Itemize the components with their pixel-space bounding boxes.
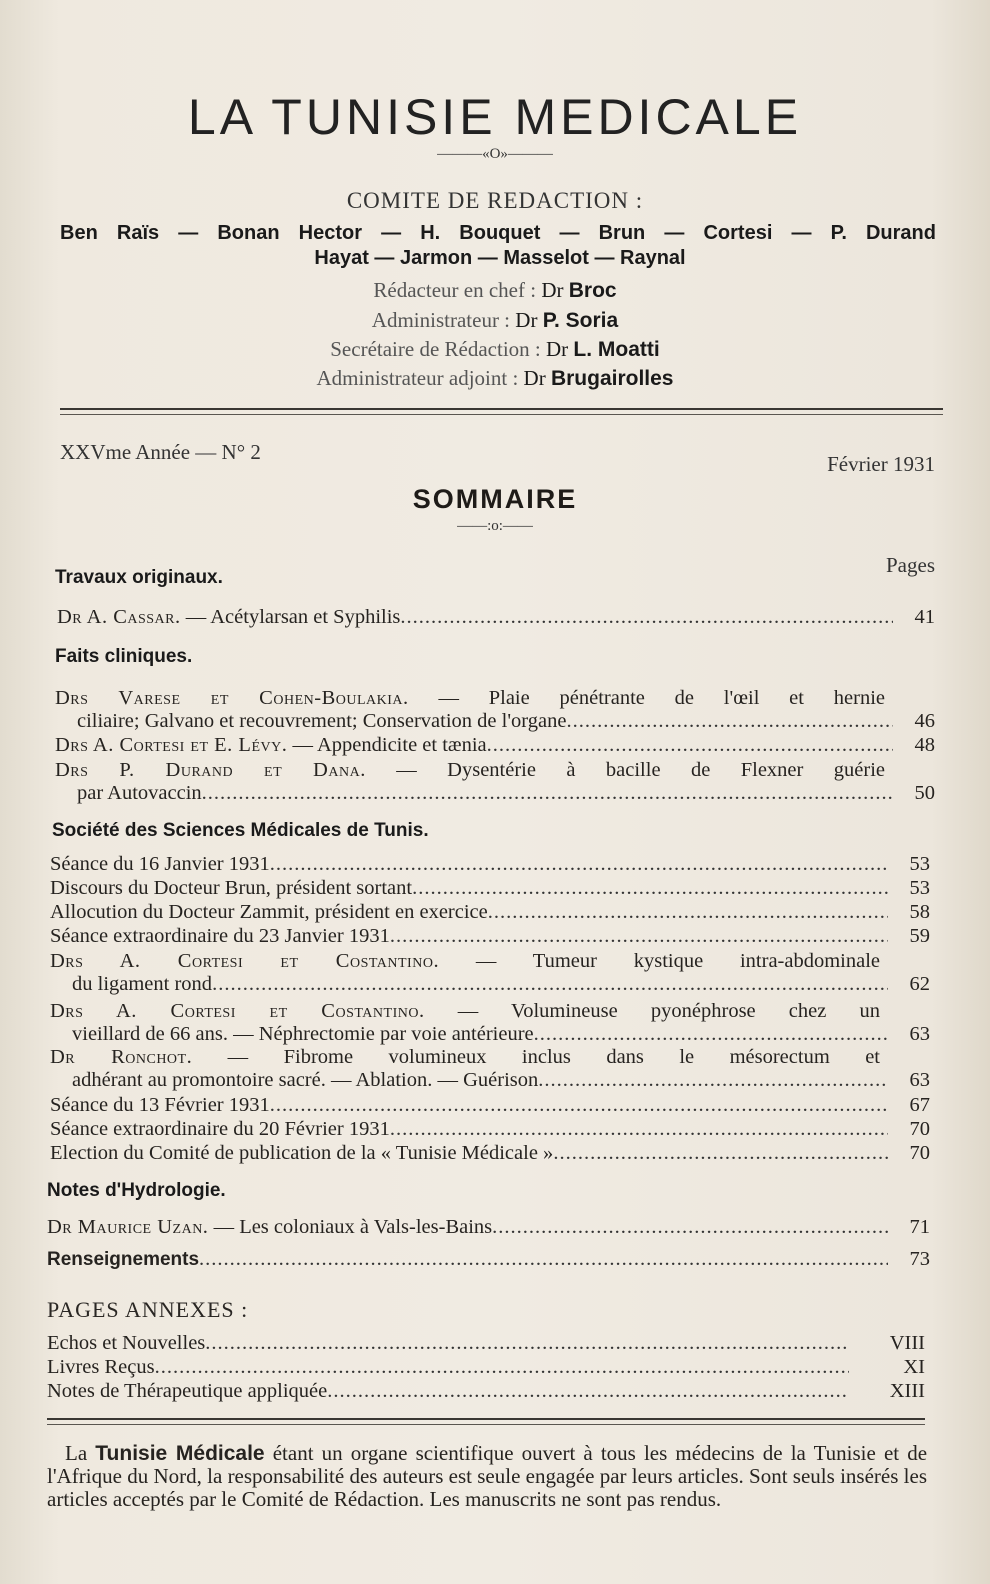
sommaire-title: SOMMAIRE: [412, 484, 578, 514]
dot-leader: [492, 1216, 888, 1239]
entry-author: Dr A. Cassar.: [57, 606, 181, 628]
header-rule-thin: [60, 414, 943, 415]
role-title: Dr: [515, 308, 538, 332]
entry-title: — Les coloniaux à Vals-les-Bains: [213, 1216, 493, 1238]
section-heading: Faits cliniques.: [55, 646, 193, 667]
role-label: Rédacteur en chef :: [373, 278, 537, 302]
deputy-administrator: [0, 366, 990, 391]
section-heading: Travaux originaux.: [55, 567, 223, 588]
entry-author: Drs P. Durand et Dana.: [55, 759, 366, 781]
dot-leader: [400, 606, 893, 629]
committee-members-line2: Hayat — Jarmon — Masselot — Raynal: [314, 247, 686, 269]
toc-entry[interactable]: [50, 950, 930, 996]
editorial-secretary: [0, 337, 990, 362]
dot-leader: [199, 1248, 888, 1271]
toc-entry[interactable]: [50, 1118, 930, 1141]
toc-entry[interactable]: [50, 1094, 930, 1117]
editorial-notice: [47, 1442, 927, 1511]
entry-title-cont: par Autovaccin: [77, 782, 202, 804]
entry-title: Allocution du Docteur Zammit, président en exercice: [50, 901, 488, 923]
entry-page: 50: [914, 782, 935, 804]
entry-title: — Acétylarsan et Syphilis: [185, 606, 401, 628]
entry-page: 53: [909, 877, 930, 899]
entry-title: — Volumineuse pyonéphrose chez un: [457, 1000, 881, 1022]
entry-title: Discours du Docteur Brun, président sortant: [50, 877, 413, 899]
committee-members-line1: Ben Raïs — Bonan Hector — H. Bouquet — Brun — Cortesi — P. Durand: [60, 222, 936, 244]
issue-date: Février 1931: [827, 452, 935, 476]
entry-title: Séance extraordinaire du 23 Janvier 1931: [50, 925, 390, 947]
dot-leader: [538, 1069, 888, 1092]
entry-page: 41: [914, 606, 935, 628]
entry-page: 58: [909, 901, 930, 923]
entry-author: Drs A. Cortesi et E. Lévy.: [55, 734, 288, 756]
notice-body: étant un organe scientifique ouvert à tous les médecins de la Tunisie et de l'Afrique du Nord, la responsabilité des auteurs est seule engagée par leurs articles. Sont seuls insérés les articles acceptés par le Comité de Rédaction. Les manuscrits ne sont pas rendus.: [47, 1441, 928, 1511]
role-label: Administrateur :: [371, 308, 511, 332]
header-rule: [60, 408, 943, 410]
section-heading: Renseignements: [47, 1249, 200, 1270]
dot-leader: [390, 1118, 888, 1141]
role-name: L. Moatti: [573, 338, 660, 361]
entry-page: 67: [909, 1094, 930, 1116]
dot-leader: [270, 1094, 888, 1117]
entry-author: Drs A. Cortesi et Costantino.: [50, 1000, 425, 1022]
entry-title: Election du Comité de publication de la « Tunisie Médicale »: [50, 1142, 554, 1164]
entry-page: 70: [909, 1142, 930, 1164]
entry-title: Livres Reçus: [47, 1356, 155, 1378]
dot-leader: [270, 853, 888, 876]
editor-in-chief: [0, 278, 990, 303]
entry-title-cont: adhérant au promontoire sacré. — Ablation. — Guérison: [72, 1069, 539, 1091]
notice-journal: Tunisie Médicale: [95, 1442, 265, 1465]
entry-title: — Appendicite et tænia: [292, 734, 487, 756]
entry-title: — Fibrome volumineux inclus dans le mésorectum et: [227, 1046, 880, 1068]
entry-title: Séance du 13 Février 1931: [50, 1094, 270, 1116]
toc-entry[interactable]: [50, 853, 930, 876]
entry-page: 63: [909, 1023, 930, 1045]
toc-entry[interactable]: [50, 1142, 930, 1165]
journal-title: LA TUNISIE MEDICALE: [187, 89, 803, 145]
entry-author: Drs Varese et Cohen-Boulakia.: [55, 687, 409, 709]
dot-leader: [390, 925, 888, 948]
entry-title: — Plaie pénétrante de l'œil et hernie: [438, 687, 885, 709]
entry-title: — Tumeur kystique intra-abdominale: [475, 950, 880, 972]
toc-entry[interactable]: [57, 606, 935, 629]
toc-entry[interactable]: [55, 734, 935, 757]
dot-leader: [487, 734, 893, 757]
toc-entry[interactable]: [47, 1216, 930, 1239]
dot-leader: [155, 1356, 849, 1379]
entry-title-cont: ciliaire; Galvano et recouvrement; Conservation de l'organe: [77, 710, 567, 732]
entry-title: Séance du 16 Janvier 1931: [50, 853, 270, 875]
entry-author: Dr Maurice Uzan.: [47, 1216, 209, 1238]
role-title: Dr: [523, 366, 546, 390]
toc-entry[interactable]: [47, 1248, 930, 1271]
role-name: Broc: [568, 279, 617, 302]
dot-leader: [412, 877, 888, 900]
entry-page: 71: [909, 1216, 930, 1238]
entry-title: Séance extraordinaire du 20 Février 1931: [50, 1118, 390, 1140]
annex-entry[interactable]: [47, 1380, 925, 1403]
committee-heading: COMITE DE REDACTION :: [346, 188, 644, 213]
toc-entry[interactable]: [50, 1000, 930, 1046]
role-title: Dr: [545, 337, 569, 361]
role-label: Administrateur adjoint :: [316, 366, 519, 390]
toc-entry[interactable]: [55, 759, 935, 805]
dot-leader: [566, 710, 893, 733]
role-name: Brugairolles: [550, 367, 674, 390]
entry-page: VIII: [889, 1332, 925, 1354]
section-heading: Société des Sciences Médicales de Tunis.: [52, 820, 429, 841]
dot-leader: [534, 1023, 888, 1046]
toc-entry[interactable]: [50, 925, 930, 948]
entry-title: — Dysentérie à bacille de Flexner guérie: [396, 759, 885, 781]
role-title: Dr: [541, 278, 564, 302]
entry-page: 62: [909, 973, 930, 995]
entry-page: 63: [909, 1069, 930, 1091]
entry-page: 46: [914, 710, 935, 732]
notice-lead: La: [65, 1441, 88, 1465]
entry-page: 73: [909, 1248, 930, 1270]
dot-leader: [205, 1332, 849, 1355]
entry-page: 59: [909, 925, 930, 947]
toc-entry[interactable]: [50, 877, 930, 900]
entry-title-cont: du ligament rond: [72, 973, 213, 995]
annex-entry[interactable]: [47, 1332, 925, 1355]
dot-leader: [488, 901, 888, 924]
entry-page: 53: [909, 853, 930, 875]
footer-rule: [47, 1418, 925, 1420]
pages-column-label: Pages: [886, 553, 935, 577]
dot-leader: [327, 1380, 849, 1403]
toc-entry[interactable]: [50, 901, 930, 924]
toc-entry[interactable]: [55, 687, 935, 733]
entry-author: Drs A. Cortesi et Costantino.: [50, 950, 440, 972]
administrator: [0, 308, 990, 333]
title-ornament: ———«O»———: [437, 146, 553, 162]
role-name: P. Soria: [542, 309, 619, 332]
entry-page: 48: [914, 734, 935, 756]
annex-entry[interactable]: [47, 1356, 925, 1379]
entry-title: Notes de Thérapeutique appliquée: [47, 1380, 328, 1402]
dot-leader: [212, 973, 888, 996]
dot-leader: [202, 782, 893, 805]
entry-title-cont: vieillard de 66 ans. — Néphrectomie par voie antérieure: [72, 1023, 534, 1045]
entry-page: XIII: [889, 1380, 925, 1402]
issue-volume: XXVme Année — N° 2: [60, 440, 261, 464]
dot-leader: [553, 1142, 888, 1165]
role-label: Secrétaire de Rédaction :: [330, 337, 541, 361]
annex-heading: PAGES ANNEXES :: [47, 1297, 249, 1322]
entry-page: 70: [909, 1118, 930, 1140]
toc-entry[interactable]: [50, 1046, 930, 1092]
entry-page: XI: [903, 1356, 925, 1378]
entry-title: Echos et Nouvelles: [47, 1332, 206, 1354]
entry-author: Dr Ronchot.: [50, 1046, 193, 1068]
section-heading: Notes d'Hydrologie.: [47, 1180, 226, 1201]
sommaire-ornament: ——:o:——: [457, 518, 533, 534]
footer-rule-thin: [47, 1424, 925, 1425]
